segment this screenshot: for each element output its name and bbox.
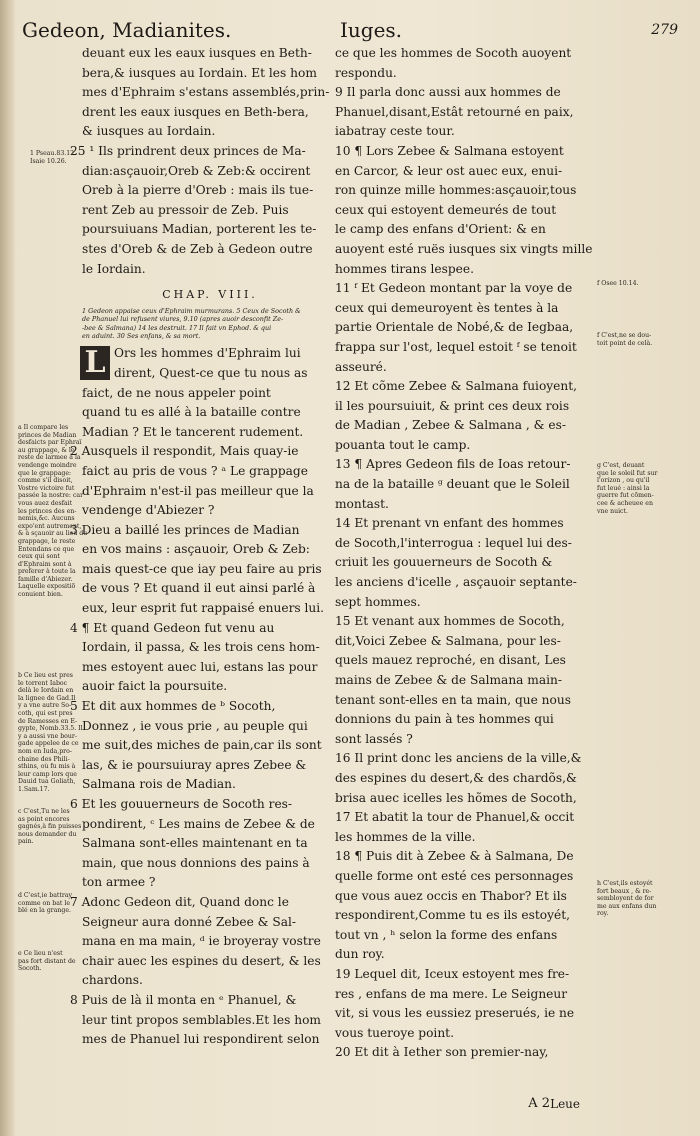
note-line: gypte, Nomb.33.5. Il <box>18 725 83 733</box>
text-line: ce que les hommes de Socoth auoyent <box>335 46 572 60</box>
note-line: les princes des en- <box>18 507 77 515</box>
text-line: Madian ? Et le tancerent rudement. <box>82 424 304 439</box>
margin-note-h <box>597 880 656 918</box>
text-line: respondirent,Comme tu es ils estoyét, <box>335 908 570 923</box>
text-line: 14 Et prenant vn enfant des hommes <box>335 516 564 531</box>
note-line: roy. <box>597 910 609 918</box>
note-line: sembloyent de for <box>597 895 654 903</box>
text-line: quelle forme ont esté ces personnages <box>335 868 574 883</box>
note-line: chaine des Phili- <box>18 755 70 763</box>
text-line: d'Ephraim n'est-il pas meilleur que la <box>82 483 314 498</box>
text-line: 13 ¶ Apres Gedeon fils de Ioas retour- <box>335 457 571 472</box>
text-line: hommes tirans lespee. <box>335 261 474 276</box>
page-number: 279 <box>651 22 678 38</box>
text-line: na de la bataille ᵍ deuant que le Soleil <box>335 477 570 492</box>
text-line: de Madian , Zebee & Salmana , & es- <box>335 418 566 433</box>
note-line: sthins, où fu mis à <box>18 763 76 771</box>
text-line: frappa sur l'ost, lequel estoit ᶠ se tenoit <box>335 339 577 354</box>
note-line: coth, qui est pres <box>18 709 73 717</box>
note-line: vendenge moindre <box>18 461 77 469</box>
summary-line: en aduint. 30 Ses enfans, & sa mort. <box>82 331 201 340</box>
text-line: en vos mains : asçauoir, Oreb & Zeb: <box>82 542 310 557</box>
note-line: f C'est,ne se dou- <box>597 332 652 339</box>
note-line: toit point de celà. <box>597 339 653 347</box>
note-line: as point encores <box>18 815 70 823</box>
note-line: me aux enfans dun <box>597 902 657 910</box>
text-line: mes de Phanuel lui respondirent selon <box>82 1032 320 1047</box>
text-line: res , enfans de ma mere. Le Seigneur <box>335 986 568 1001</box>
page-gutter <box>0 0 14 1136</box>
text-line: main, que nous donnions des pains à <box>82 855 310 870</box>
note-line: gade appelee de ce <box>18 740 79 748</box>
text-line: tenant sont-elles en ta main, que nous <box>335 692 571 707</box>
text-line: leur tint propos semblables.Et les hom <box>82 1012 321 1027</box>
note-line: l'orizon , ou qu'il <box>597 477 650 485</box>
text-line: 7 Adonc Gedeon dit, Quand donc le <box>70 894 289 909</box>
note-line: h C'est,ils estoyét <box>597 880 653 887</box>
text-line: chardons. <box>82 973 143 988</box>
summary-line: de Phanuel lui refusent viures, 9.10 (apres auoir desconfit Ze- <box>82 315 284 324</box>
chapter-title: CHAP. VIII. <box>162 288 258 302</box>
text-line: partie Orientale de Nobé,& de Iegbaa, <box>335 320 574 335</box>
text-line: quand tu es allé à la bataille contre <box>82 405 301 420</box>
note-line: nemis,&c. Aucuns <box>18 515 75 523</box>
text-line: que vous auez occis en Thabor? Et ils <box>335 888 567 903</box>
note-line: nous demander du <box>18 830 77 838</box>
note-line: vous auez desfait <box>18 499 73 507</box>
text-line: 25 ¹ Ils prindrent deux princes de Ma- <box>70 143 306 158</box>
note-line: guerre fut cõmen- <box>597 492 654 500</box>
note-line: ceux qui sont <box>18 553 60 561</box>
note-line: f Osee 10.14. <box>597 280 639 287</box>
note-line: g C'est, deuant <box>597 462 645 469</box>
text-line: Phanuel,disant,Estât retourné en paix, <box>335 104 574 119</box>
note-line: desfaicts par Ephraï <box>18 439 82 447</box>
note-line: Socoth. <box>18 965 42 973</box>
text-line: le Iordain. <box>82 261 146 276</box>
note-line: au grappage, & le <box>18 446 75 454</box>
text-line: ceux qui estoyent demeurés de tout <box>335 202 557 217</box>
note-line: reste de larmee à la <box>18 454 81 462</box>
note-line: expo'ent autrement, <box>18 522 82 530</box>
text-line: ton armee ? <box>82 875 156 890</box>
text-line: faict au pris de vous ? ᵃ Le grappage <box>82 463 308 478</box>
text-line: asseuré. <box>335 359 387 374</box>
text-line: 10 ¶ Lors Zebee & Salmana estoyent <box>335 143 564 158</box>
note-line: leur camp lors que <box>18 770 77 778</box>
summary-line: -bee & Salmana) 14 les destruit. 17 Il fait vn Ephod. & qui <box>82 323 272 332</box>
text-line: faict, de ne nous appeler point <box>82 385 271 400</box>
text-line: tout vn , ʰ selon la forme des enfans <box>335 927 558 942</box>
text-line: 3 Dieu a baillé les princes de Madian <box>70 522 300 537</box>
note-line: comme on bat le <box>18 899 70 907</box>
text-line: Oreb à la pierre d'Oreb : mais ils tue- <box>82 183 314 198</box>
note-line: passée la nostre: car <box>18 492 84 500</box>
margin-note-e <box>18 950 76 973</box>
text-line: mes estoyent auec lui, estans las pour <box>82 659 318 674</box>
catchword: Leue <box>550 1097 580 1111</box>
note-line: Entendans ce que <box>18 545 75 553</box>
text-line: Donnez , ie vous prie , au peuple qui <box>82 718 308 733</box>
margin-note-d <box>18 892 72 915</box>
margin-note-a <box>18 424 87 599</box>
note-line: Vostre victoire fut <box>18 484 75 492</box>
text-line: 2 Ausquels il respondit, Mais quay-ie <box>70 444 299 459</box>
text-line: criuit les gouuerneurs de Socoth & <box>335 555 553 570</box>
text-line: 4 ¶ Et quand Gedeon fut venu au <box>70 620 275 635</box>
note-line: le torrent Iaboc <box>18 679 68 687</box>
text-line: & iusques au Iordain. <box>82 124 216 139</box>
text-line: des espines du desert,& des chardõs,& <box>335 770 577 785</box>
right-column <box>335 44 593 1063</box>
note-line: vne nuict. <box>597 507 628 515</box>
text-line: 5 Et dit aux hommes de ᵇ Socoth, <box>70 699 276 714</box>
text-line: bera,& iusques au Iordain. Et les hom <box>82 65 317 80</box>
margin-note-g <box>597 462 658 515</box>
text-line: Iordain, il passa, & les trois cens hom- <box>82 640 320 655</box>
text-line: iabatray ceste tour. <box>335 124 455 139</box>
note-line: comme s'il disoit, <box>18 477 73 485</box>
note-line: fort beaux , & re- <box>597 887 652 895</box>
text-line: rent Zeb au pressoir de Zeb. Puis <box>82 202 289 217</box>
drop-cap: L <box>80 346 110 380</box>
note-line: grappage, le reste <box>18 537 76 545</box>
text-line: donnions du pain à tes hommes qui <box>335 712 554 727</box>
text-line: sept hommes. <box>335 594 421 609</box>
note-line: Laquelle expositiõ <box>18 583 76 591</box>
note-line: 1 Pseau.83.12. <box>30 150 77 157</box>
note-line: & à sçauoir au lieu du <box>18 530 88 538</box>
header-left-title: Gedeon, Madianites. <box>22 18 232 42</box>
text-line: en Carcor, & leur ost auec eux, enui- <box>335 163 563 178</box>
note-line: famille d'Abiezer. <box>18 575 73 583</box>
note-line: nom en Iuda,pro- <box>18 747 72 755</box>
text-line: 18 ¶ Puis dit à Zebee & à Salmana, De <box>335 849 574 864</box>
text-line: 8 Puis de là il monta en ᵉ Phanuel, & <box>70 992 297 1007</box>
text-line: 12 Et cõme Zebee & Salmana fuioyent, <box>335 379 578 394</box>
note-line: c C'est,Tu ne les <box>18 808 70 815</box>
text-line: deuant eux les eaux iusques en Beth- <box>82 46 312 60</box>
text-line: mains de Zebee & de Salmana main- <box>335 673 562 687</box>
text-line: 19 Lequel dit, Iceux estoyent mes fre- <box>335 966 570 981</box>
text-line: vendenge d'Abiezer ? <box>82 503 215 518</box>
text-line: mes d'Ephraim s'estans assemblés,prin- <box>82 85 330 100</box>
text-line: 15 Et venant aux hommes de Socoth, <box>335 614 565 629</box>
note-line: que le soleil fut sur <box>597 469 658 477</box>
text-line: 17 Et abatit la tour de Phanuel,& occit <box>335 810 575 825</box>
margin-note-b <box>18 672 83 794</box>
note-line: y a aussi vne bour- <box>18 732 77 740</box>
text-line: dian:asçauoir,Oreb & Zeb:& occirent <box>82 163 311 178</box>
text-line: vit, si vous les eussiez preserués, ie ne <box>335 1006 575 1021</box>
note-line: delà le Iordain en <box>18 687 74 695</box>
running-header <box>22 18 678 46</box>
margin-note-f-ref <box>597 280 638 288</box>
text-line: sont lassés ? <box>335 731 413 746</box>
text-line: montast. <box>335 496 389 511</box>
text-line: les hommes de la ville. <box>335 829 476 844</box>
note-line: Isaie 10.26. <box>30 157 67 165</box>
signature-mark: A 2 <box>528 1096 550 1111</box>
text-line: 6 Et les gouuerneurs de Socoth res- <box>70 797 293 811</box>
note-line: 1.Sam.17. <box>18 785 50 793</box>
text-line: ceux qui demeuroyent ès tentes à la <box>335 300 559 315</box>
text-line: 16 Il print donc les anciens de la ville,& <box>335 751 582 766</box>
text-line: 11 ᶠ Et Gedeon montant par la voye de <box>335 281 573 296</box>
note-line: y a vne autre So- <box>18 702 72 710</box>
note-line: Dauid tua Goliath, <box>18 778 76 786</box>
note-line: fut leué : ainsi la <box>597 484 650 492</box>
note-line: preferer à toute la <box>18 568 76 576</box>
note-line: conuient bien. <box>18 591 63 599</box>
left-column <box>70 44 338 1050</box>
margin-note-c <box>18 808 81 846</box>
text-line: mais quest-ce que iay peu faire au pris <box>82 561 322 576</box>
margin-note-1 <box>30 150 76 165</box>
text-line: dun roy. <box>335 947 385 962</box>
note-line: blé en la grange. <box>18 907 71 915</box>
note-line: pain. <box>18 838 34 846</box>
text-line: auoyent esté ruës iusques six vingts mille <box>335 241 593 256</box>
text-line: eux, leur esprit fut rappaisé enuers lui. <box>82 601 325 616</box>
text-line: quels mauez reproché, en disant, Les <box>335 653 566 668</box>
text-line: dirent, Quest-ce que tu nous as <box>114 365 308 380</box>
text-line: ron quinze mille hommes:asçauoir,tous <box>335 183 577 198</box>
text-line: de vous ? Et quand il eut ainsi parlé à <box>82 581 316 596</box>
text-line: auoir faict la poursuite. <box>82 679 228 694</box>
text-line: Salmana sont-elles maintenant en ta <box>82 836 308 851</box>
summary-line: 1 Gedeon appaise ceux d'Ephraim murmurans. 5 Ceux de Socoth & <box>82 306 301 315</box>
text-line: respondu. <box>335 65 397 80</box>
header-book-title: Iuges. <box>340 18 403 42</box>
text-line: vous tueroye point. <box>335 1025 454 1040</box>
text-line: le camp des enfans d'Orient: & en <box>335 222 546 237</box>
note-line: a Il compare les <box>18 424 69 431</box>
text-line: chair auec les espines du desert, & les <box>82 953 321 968</box>
text-line: Ors les hommes d'Ephraim lui <box>114 346 301 361</box>
text-line: poursuiuans Madian, porterent les te- <box>82 222 317 237</box>
text-line: les anciens d'icelle , asçauoir septante- <box>335 575 577 590</box>
margin-note-f <box>597 332 652 347</box>
text-line: pouanta tout le camp. <box>335 437 471 452</box>
text-line: me suit,des miches de pain,car ils sont <box>82 738 322 753</box>
text-line: brisa auec icelles les hõmes de Socoth, <box>335 790 577 805</box>
note-line: cee & acheuee en <box>597 499 653 507</box>
note-line: gagnés,à fin puisses <box>18 823 82 831</box>
text-line: il les poursuiuit, & print ces deux rois <box>335 398 570 413</box>
note-line: e Ce lieu n'est <box>18 950 63 957</box>
note-line: pas fort distant de <box>18 957 76 965</box>
note-line: la lignee de Gad.Il <box>18 694 76 702</box>
text-line: dit,Voici Zebee & Salmana, pour les- <box>335 633 561 648</box>
text-line: 20 Et dit à Iether son premier-nay, <box>335 1045 549 1060</box>
note-line: princes de Madian <box>18 431 77 439</box>
text-line: Seigneur aura donné Zebee & Sal- <box>82 914 297 929</box>
text-line: las, & ie poursuiuray apres Zebee & <box>82 757 307 772</box>
text-line: drent les eaux iusques en Beth-bera, <box>82 104 309 119</box>
chapter-summary <box>82 307 338 341</box>
note-line: b Ce lieu est pres <box>18 672 73 679</box>
note-line: de Ramesses en E- <box>18 717 78 725</box>
text-line: 9 Il parla donc aussi aux hommes de <box>335 85 561 100</box>
note-line: d C'est,ie battray <box>18 892 73 899</box>
text-line: Salmana rois de Madian. <box>82 777 236 792</box>
text-line: stes d'Oreb & de Zeb à Gedeon outre <box>82 241 313 256</box>
text-line: pondirent, ᶜ Les mains de Zebee & de <box>82 816 315 831</box>
text-line: de Socoth,l'interrogua : lequel lui des- <box>335 535 572 550</box>
note-line: d'Ephraim sont à <box>18 560 72 568</box>
note-line: que le grappage: <box>18 469 72 477</box>
text-line: mana en ma main, ᵈ ie broyeray vostre <box>82 934 321 949</box>
